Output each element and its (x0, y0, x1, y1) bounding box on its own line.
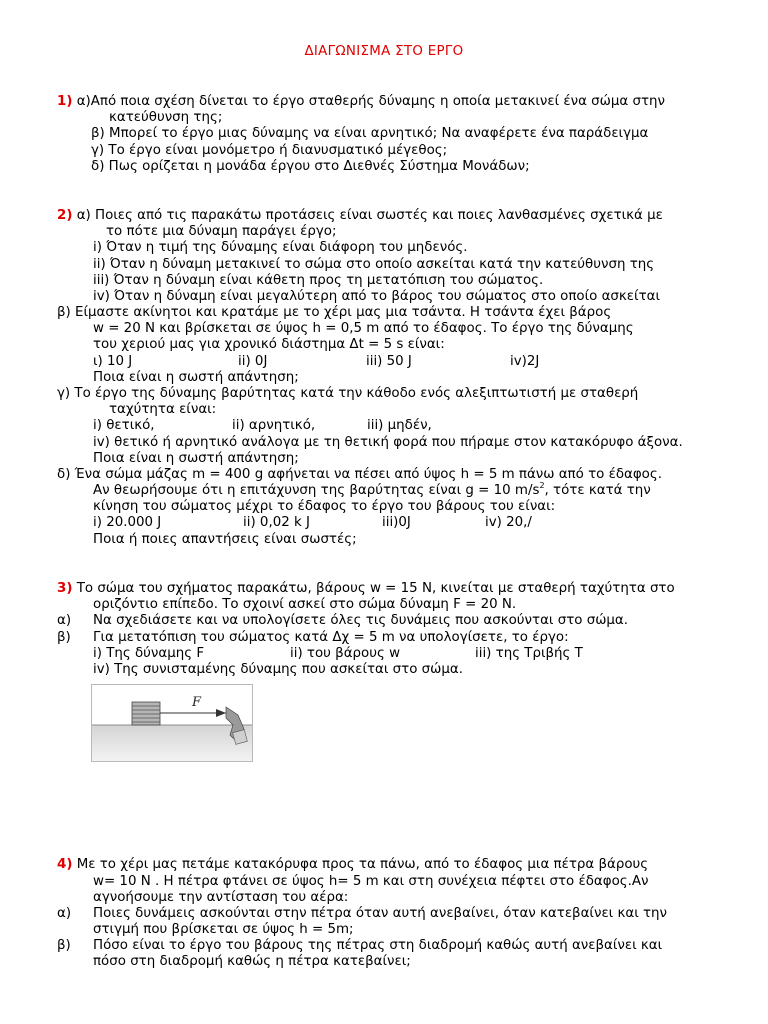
q3-line-2: οριζόντιο επίπεδο. Το σχοινί ασκεί στο σώμα δύναμη F = 20 N. (93, 597, 517, 612)
q2-line-8: w = 20 N και βρίσκεται σε ύψος h = 0,5 m από το έδαφος. Το έργο της δύναμης (93, 321, 634, 336)
q4-label-b: β) (57, 938, 71, 953)
q2-b-option-4: iv)2J (510, 354, 540, 369)
sleeve (233, 730, 248, 745)
q2-line-16: Αν θεωρήσουμε ότι η επιτάχυνση της βαρύτητας είναι g = 10 $m/s^2$, τότε κατά την (93, 480, 651, 498)
force-arrow-head (216, 709, 226, 717)
q2-d-option-2: ii) 0,02 k J (243, 515, 310, 530)
q2-line-12: ταχύτητα είναι: (109, 402, 217, 417)
figure-drawing (92, 685, 252, 761)
q3-option-3: iii) της Τριβής Τ (475, 646, 583, 661)
q3-option-2: ii) του βάρους w (290, 646, 401, 661)
q4-number: 4) (57, 857, 73, 872)
block-rope-figure (91, 684, 253, 762)
q2-line-4: ii) Όταν η δύναμη μετακινεί το σώμα στο οποίο ασκείται κατά την κατεύθυνση της (93, 257, 655, 272)
q2-c-option-3: iii) μηδέν, (367, 418, 432, 433)
q1-line-4: γ) Το έργο είναι μονόμετρο ή διανυσματικό μέγεθος; (91, 143, 448, 158)
q2-line-15: δ) Ένα σώμα μάζας m = 400 g αφήνεται να πέσει από ύψος h = 5 m πάνω από το έδαφος. (57, 467, 662, 482)
q4-label-a: α) (57, 906, 72, 921)
q1-number: 1) (57, 94, 73, 109)
q2-line-17: κίνηση του σώματος μέχρι το έδαφος το έργο του βάρους του είναι: (93, 499, 556, 514)
q2-line-14: Ποια είναι η σωστή απάντηση; (93, 451, 299, 466)
q3-line-3: Να σχεδιάσετε και να υπολογίσετε όλες τις δυνάμεις που ασκούνται στο σώμα. (93, 613, 629, 628)
q1-line-5: δ) Πως ορίζεται η μονάδα έργου στο Διεθνές Σύστημα Μονάδων; (91, 159, 530, 174)
q2-line-3: i) Όταν η τιμή της δύναμης είναι διάφορη του μηδενός. (93, 240, 468, 255)
q4-line-7: πόσο στη διαδρομή καθώς η πέτρα κατεβαίνει; (93, 954, 411, 969)
q3-line-1: 3) Το σώμα του σχήματος παρακάτω, βάρους w = 15 N, κινείται με σταθερή ταχύτητα στο (57, 581, 675, 596)
q2-b-option-2: ii) 0J (238, 354, 268, 369)
q4-line-4: Ποιες δυνάμεις ασκούνται στην πέτρα όταν αυτή ανεβαίνει, όταν κατεβαίνει και την (93, 906, 668, 921)
q3-label-a: α) (57, 613, 72, 628)
q2-line-5: iii) Όταν η δύναμη είναι κάθετη προς τη μετατόπιση του σώματος. (93, 273, 544, 288)
q2-line-13: iv) θετικό ή αρνητικό ανάλογα με τη θετική φορά που πήραμε στον κατακόρυφο άξονα. (93, 435, 683, 450)
q4-line-6: Πόσο είναι το έργο του βάρους της πέτρας στη διαδρομή καθώς αυτή ανεβαίνει και (93, 938, 663, 953)
q1-line-2: κατεύθυνση της; (109, 110, 223, 125)
q2-line-9: του χεριού μας για χρονικό διάστημα Δt = 5 s είναι: (93, 337, 445, 352)
q2-c-option-1: i) θετικό, (93, 418, 155, 433)
q2-line-10: Ποια είναι η σωστή απάντηση; (93, 370, 299, 385)
q1-line-3: β) Μπορεί το έργο μιας δύναμης να είναι αρνητικό; Να αναφέρετε ένα παράδειγμα (91, 126, 649, 141)
q4-line-1: 4) Με το χέρι μας πετάμε κατακόρυφα προς τα πάνω, από το έδαφος μια πέτρα βάρους (57, 857, 649, 872)
q4-line-3: αγνοήσουμε την αντίσταση του αέρα: (93, 890, 349, 905)
q2-line-18: Ποια ή ποιες απαντήσεις είναι σωστές; (93, 532, 357, 547)
q3-line-5: iv) Της συνισταμένης δύναμης που ασκείται στο σώμα. (93, 662, 463, 677)
floor-surface (92, 725, 252, 761)
q2-b-option-1: ι) 10 J (93, 354, 133, 369)
q2-line-7: β) Είμαστε ακίνητοι και κρατάμε με το χέρι μας μια τσάντα. Η τσάντα έχει βάρος (57, 305, 612, 320)
q3-line-4: Για μετατόπιση του σώματος κατά Δχ = 5 m να υπολογίσετε, το έργο: (93, 630, 569, 645)
q2-line-2: το πότε μια δύναμη παράγει έργο; (106, 224, 337, 239)
q2-line-11: γ) Το έργο της δύναμης βαρύτητας κατά την κάθοδο ενός αλεξιπτωτιστή με σταθερή (57, 386, 639, 401)
q4-line-2: w= 10 N . Η πέτρα φτάνει σε ύψος h= 5 m και στη συνέχεια πέφτει στο έδαφος.Αν (93, 874, 649, 889)
q3-number: 3) (57, 581, 73, 596)
block (132, 702, 160, 725)
q3-label-b: β) (57, 630, 71, 645)
q3-option-1: i) Της δύναμης F (93, 646, 205, 661)
q4-line-5: στιγμή που βρίσκεται σε ύψος h = 5m; (93, 922, 354, 937)
q2-line-1: 2) α) Ποιες από τις παρακάτω προτάσεις είναι σωστές και ποιες λανθασμένες σχετικά με (57, 208, 663, 223)
q2-d-option-4: iv) 20,/ (485, 515, 532, 530)
q2-line-6: iv) Όταν η δύναμη είναι μεγαλύτερη από το βάρος του σώματος στο οποίο ασκείται (93, 289, 660, 304)
q2-d-option-1: i) 20.000 J (93, 515, 162, 530)
force-label: F (192, 695, 202, 710)
q2-c-option-2: ii) αρνητικό, (232, 418, 316, 433)
q2-number: 2) (57, 208, 73, 223)
q1-line-1: 1) α)Από ποια σχέση δίνεται το έργο σταθερής δύναμης η οποία μετακινεί ένα σώμα στην (57, 94, 665, 109)
page-title: ΔΙΑΓΩΝΙΣΜΑ ΣΤΟ ΕΡΓΟ (304, 44, 464, 59)
q2-b-option-3: iii) 50 J (366, 354, 412, 369)
q2-d-option-3: iii)0J (382, 515, 411, 530)
